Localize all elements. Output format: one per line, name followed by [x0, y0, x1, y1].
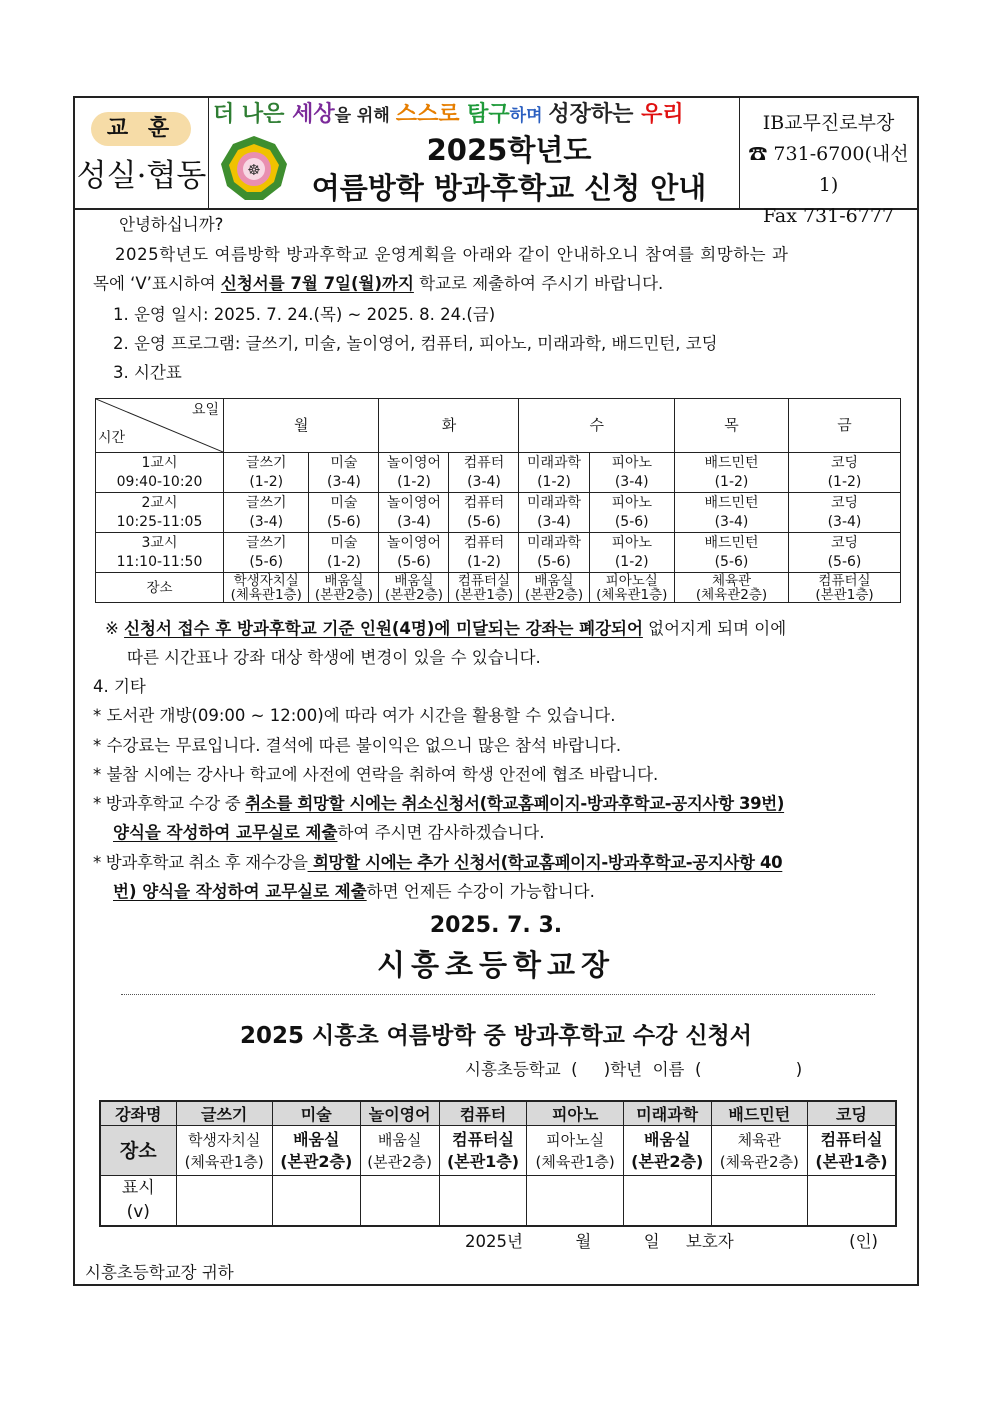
- application-form: [99, 1100, 897, 1227]
- timetable-row: [96, 533, 901, 573]
- class-grade: (3-4): [714, 513, 749, 530]
- class-grade: (5-6): [614, 513, 649, 530]
- class-name: 코딩: [830, 494, 859, 511]
- class-cell: [224, 453, 309, 493]
- class-name: 미래과학: [526, 534, 582, 551]
- form-place-name: 배움실: [293, 1129, 340, 1149]
- greeting: 안녕하십니까?: [119, 215, 224, 234]
- place-name: 학생자치실: [233, 572, 299, 589]
- form-course: 미술: [272, 1101, 360, 1126]
- form-place-building: (체육관1층): [535, 1152, 615, 1171]
- form-place-building: (본관2층): [631, 1151, 704, 1171]
- guardian-sign-line[interactable]: 2025년 월 일 보호자 (인): [465, 1232, 878, 1251]
- form-mark-cell[interactable]: [807, 1176, 896, 1226]
- title-box: [209, 98, 739, 208]
- intro-line2: [93, 273, 663, 295]
- place-cell: [789, 573, 901, 603]
- signer: 시흥초등학교장: [376, 948, 616, 982]
- form-place: [623, 1126, 711, 1176]
- class-cell: [589, 533, 675, 573]
- class-cell: [449, 493, 519, 533]
- form-place-name: 컴퓨터실: [820, 1129, 883, 1149]
- class-cell: [589, 493, 675, 533]
- class-name: 코딩: [830, 534, 859, 551]
- issue-date: 2025. 7. 3.: [429, 913, 563, 938]
- form-mark-row: [100, 1176, 896, 1226]
- class-grade: (3-4): [614, 473, 649, 490]
- intro-line2-pre: 목에 ‘V’표시하여: [93, 274, 221, 293]
- timetable-place-row: [96, 573, 901, 603]
- class-grade: (5-6): [467, 513, 501, 530]
- slogan-part: 하며: [509, 106, 549, 126]
- form-place-name: 배움실: [644, 1129, 691, 1149]
- cut-line: [121, 994, 875, 995]
- class-cell: [589, 453, 675, 493]
- form-place: [807, 1126, 896, 1176]
- class-cell: [224, 533, 309, 573]
- class-cell: [675, 493, 789, 533]
- class-grade: (3-4): [827, 513, 862, 530]
- class-name: 놀이영어: [386, 454, 442, 471]
- form-course: 코딩: [807, 1101, 896, 1126]
- day-header: 화: [379, 399, 519, 453]
- etc-bullet-cancel-l2: [113, 822, 544, 844]
- timetable-row: [96, 453, 901, 493]
- period-cell: [96, 453, 224, 493]
- notice-bold: 신청서 접수 후 방과후학교 기준 인원(4명)에 미달되는 강좌는 폐강되어: [124, 619, 643, 638]
- class-cell: [309, 533, 379, 573]
- class-name: 미래과학: [526, 454, 582, 471]
- mark-sub-label: (v): [126, 1202, 150, 1223]
- class-grade: (1-2): [467, 553, 501, 570]
- class-grade: (5-6): [537, 553, 571, 570]
- class-cell: [789, 493, 901, 533]
- item-schedule: 1. 운영 일시: 2025. 7. 24.(목) ~ 2025. 8. 24.(금): [113, 305, 496, 324]
- timetable-header-row: [96, 399, 901, 453]
- place-cell: [309, 573, 379, 603]
- class-cell: [224, 493, 309, 533]
- form-course: 놀이영어: [360, 1101, 439, 1126]
- student-info-line[interactable]: 시흥초등학교 ( )학년 이름 ( ): [465, 1060, 803, 1079]
- place-name: 피아노실: [605, 572, 658, 589]
- period-label: 2교시: [141, 494, 178, 511]
- contact-phone: ☎ 731-6700(내선1): [748, 143, 909, 196]
- cancel-pre: * 방과후학교 수강 중: [93, 794, 246, 813]
- contact-dept: IB교무진로부장: [762, 112, 895, 134]
- class-grade: (5-6): [249, 553, 284, 570]
- period-time: 09:40-10:20: [116, 473, 203, 490]
- class-grade: (3-4): [397, 513, 431, 530]
- class-name: 컴퓨터: [463, 534, 505, 551]
- class-name: 컴퓨터: [463, 494, 505, 511]
- reapply-l2-bold: 번) 양식을 작성하여 교무실로 제출: [113, 882, 367, 901]
- class-cell: [309, 453, 379, 493]
- form-mark-cell[interactable]: [176, 1176, 272, 1226]
- place-name: 컴퓨터실: [457, 572, 511, 589]
- form-course-row: [100, 1101, 896, 1126]
- course-row-label: 강좌명: [100, 1101, 176, 1126]
- timetable-row: [96, 493, 901, 533]
- place-building: (본관2층): [384, 586, 444, 603]
- class-grade: (5-6): [714, 553, 749, 570]
- form-place-building: (본관2층): [280, 1151, 353, 1171]
- place-building: (체육관2층): [695, 586, 768, 603]
- etc-bullet-reapply: [93, 852, 782, 874]
- class-grade: (5-6): [397, 553, 431, 570]
- form-place-name: 학생자치실: [187, 1130, 261, 1149]
- place-building: (본관2층): [314, 586, 374, 603]
- contact-fax: Fax 731-6777: [762, 205, 894, 227]
- place-label: 장소: [96, 573, 224, 603]
- notice-line2: 따른 시간표나 강좌 대상 학생에 변경이 있을 수 있습니다.: [127, 648, 541, 667]
- corner-day-label: 요일: [191, 402, 219, 418]
- class-grade: (1-2): [249, 473, 284, 490]
- form-course: 배드민턴: [711, 1101, 807, 1126]
- class-name: 미래과학: [526, 494, 582, 511]
- class-name: 코딩: [830, 454, 859, 471]
- class-cell: [379, 493, 449, 533]
- cancel-l2-bold: 양식을 작성하여 교무실로 제출: [113, 823, 338, 842]
- place-cell: [379, 573, 449, 603]
- form-course: 컴퓨터: [439, 1101, 527, 1126]
- period-cell: [96, 533, 224, 573]
- place-name: 체육관: [711, 572, 752, 589]
- school-emblem-icon: [217, 134, 291, 204]
- place-name: 배움실: [324, 572, 364, 589]
- class-grade: (3-4): [327, 473, 361, 490]
- class-name: 미술: [330, 494, 358, 511]
- place-building: (본관1층): [454, 586, 514, 603]
- place-building: (본관1층): [815, 586, 874, 603]
- form-place-row: [100, 1126, 896, 1176]
- slogan-part: 더 나은: [213, 102, 293, 127]
- place-building: (본관2층): [524, 586, 584, 603]
- form-course: 피아노: [527, 1101, 623, 1126]
- class-grade: (1-2): [327, 553, 361, 570]
- document-frame: [73, 96, 919, 1286]
- day-header: 월: [224, 399, 379, 453]
- form-course: 글쓰기: [176, 1101, 272, 1126]
- place-cell: [589, 573, 675, 603]
- class-cell: [675, 533, 789, 573]
- place-row-label: 장소: [100, 1126, 176, 1176]
- class-grade: (1-2): [614, 553, 649, 570]
- class-grade: (1-2): [537, 473, 571, 490]
- form-place-building: (체육관1층): [184, 1152, 264, 1171]
- class-cell: [519, 453, 589, 493]
- class-name: 피아노: [611, 454, 653, 471]
- school-slogan: [213, 100, 737, 131]
- form-course: 미래과학: [623, 1101, 711, 1126]
- day-header: 수: [519, 399, 675, 453]
- class-cell: [449, 453, 519, 493]
- form-place-building: (본관2층): [367, 1152, 432, 1171]
- slogan-part: 세상: [292, 102, 335, 127]
- slogan-part: 스스로: [395, 102, 468, 127]
- place-cell: [449, 573, 519, 603]
- slogan-part: 탐구: [467, 102, 510, 127]
- class-name: 놀이영어: [386, 494, 442, 511]
- class-cell: [519, 493, 589, 533]
- class-name: 글쓰기: [245, 494, 287, 511]
- class-cell: [519, 533, 589, 573]
- class-cell: [675, 453, 789, 493]
- etc-title: 4. 기타: [93, 677, 146, 696]
- addressee: 시흥초등학교장 귀하: [85, 1263, 234, 1282]
- mark-row-label: [100, 1176, 176, 1226]
- mark-label: 표시: [121, 1178, 155, 1199]
- item-timetable: 3. 시간표: [113, 363, 182, 382]
- notice-rest: 없어지게 되며 이에: [642, 619, 787, 638]
- class-grade: (1-2): [827, 473, 862, 490]
- class-name: 미술: [330, 454, 358, 471]
- form-place-building: (본관1층): [446, 1151, 520, 1171]
- place-cell: [224, 573, 309, 603]
- reapply-bold: 희망할 시에는 추가 신청서(학교홈페이지-방과후학교-공지사항 40: [307, 853, 783, 872]
- class-grade: (5-6): [827, 553, 862, 570]
- class-grade: (3-4): [249, 513, 284, 530]
- class-cell: [789, 453, 901, 493]
- contact-box: [739, 98, 917, 227]
- motto-badge: 교 훈: [91, 112, 191, 146]
- etc-bullet-cancel: [93, 793, 784, 815]
- notice-mark: ※: [105, 619, 125, 638]
- form-mark-cell[interactable]: [623, 1176, 711, 1226]
- class-name: 컴퓨터: [463, 454, 505, 471]
- reapply-pre: * 방과후학교 취소 후 재수강을: [93, 853, 308, 872]
- etc-bullet-absence: * 불참 시에는 강사나 학교에 사전에 연락을 취하여 학생 안전에 협조 바랍니다.: [93, 765, 659, 784]
- timetable-corner: [96, 399, 224, 453]
- class-name: 글쓰기: [245, 534, 287, 551]
- period-time: 10:25-11:05: [116, 513, 203, 530]
- etc-bullet-library: * 도서관 개방(09:00 ~ 12:00)에 따라 여가 시간을 활용할 수 있습니다.: [93, 706, 616, 725]
- cancel-bold: 취소를 희망할 시에는 취소신청서(학교홈페이지-방과후학교-공지사항 39번): [245, 794, 785, 813]
- class-grade: (3-4): [537, 513, 571, 530]
- etc-bullet-reapply-l2: [113, 881, 595, 903]
- form-mark-cell[interactable]: [360, 1176, 439, 1226]
- form-place-name: 배움실: [377, 1130, 422, 1149]
- svg-text:☸: ☸: [247, 161, 261, 179]
- period-time: 11:10-11:50: [116, 553, 203, 570]
- class-cell: [309, 493, 379, 533]
- place-name: 컴퓨터실: [818, 572, 871, 589]
- class-name: 미술: [330, 534, 358, 551]
- title-year: 2025학년도: [426, 133, 592, 167]
- class-name: 배드민턴: [704, 494, 759, 511]
- class-cell: [379, 533, 449, 573]
- page-title: 여름방학 방과후학교 신청 안내: [311, 171, 707, 205]
- form-place: [439, 1126, 527, 1176]
- period-cell: [96, 493, 224, 533]
- form-place-name: 피아노실: [546, 1130, 605, 1149]
- corner-time-label: 시간: [98, 430, 126, 446]
- form-place: [711, 1126, 807, 1176]
- deadline-text: 신청서를 7월 7일(월)까지: [220, 274, 414, 293]
- form-mark-cell[interactable]: [711, 1176, 807, 1226]
- place-building: (체육관1층): [596, 586, 668, 603]
- cancel-l2-post: 하여 주시면 감사하겠습니다.: [337, 823, 545, 842]
- intro-line2-post: 학교로 제출하여 주시기 바랍니다.: [413, 274, 664, 293]
- period-label: 1교시: [141, 454, 178, 471]
- reapply-l2-post: 하면 언제든 수강이 가능합니다.: [366, 882, 595, 901]
- class-cell: [789, 533, 901, 573]
- class-cell: [449, 533, 519, 573]
- form-mark-cell[interactable]: [439, 1176, 527, 1226]
- slogan-part: 성장하는: [548, 102, 642, 127]
- form-place-building: (체육관2층): [719, 1152, 799, 1171]
- class-cell: [379, 453, 449, 493]
- place-cell: [675, 573, 789, 603]
- class-name: 배드민턴: [704, 454, 759, 471]
- form-place-name: 체육관: [737, 1130, 782, 1149]
- class-grade: (3-4): [467, 473, 501, 490]
- form-place: [360, 1126, 439, 1176]
- class-grade: (5-6): [327, 513, 361, 530]
- class-name: 피아노: [611, 494, 653, 511]
- form-place: [272, 1126, 360, 1176]
- motto-box: [75, 98, 209, 208]
- form-place: [527, 1126, 623, 1176]
- item-programs: 2. 운영 프로그램: 글쓰기, 미술, 놀이영어, 컴퓨터, 피아노, 미래과학, 배드민턴, 코딩: [113, 334, 718, 353]
- class-grade: (1-2): [397, 473, 431, 490]
- slogan-part: 우리: [641, 102, 684, 127]
- place-building: (체육관1층): [230, 586, 302, 603]
- form-mark-cell[interactable]: [527, 1176, 623, 1226]
- day-header: 목: [675, 399, 789, 453]
- form-mark-cell[interactable]: [272, 1176, 360, 1226]
- class-name: 글쓰기: [245, 454, 287, 471]
- slogan-part: 을 위해: [334, 106, 396, 126]
- class-grade: (1-2): [714, 473, 749, 490]
- place-name: 배움실: [534, 572, 574, 589]
- form-place-building: (본관1층): [815, 1151, 888, 1171]
- class-name: 피아노: [611, 534, 653, 551]
- timetable: [95, 398, 901, 603]
- form-place-name: 컴퓨터실: [452, 1129, 514, 1149]
- period-label: 3교시: [141, 534, 178, 551]
- day-header: 금: [789, 399, 901, 453]
- place-name: 배움실: [394, 572, 434, 589]
- class-name: 놀이영어: [386, 534, 442, 551]
- etc-bullet-fee: * 수강료는 무료입니다. 결석에 따른 불이익은 없으니 많은 참석 바랍니다.: [93, 736, 622, 755]
- class-name: 배드민턴: [704, 534, 759, 551]
- motto-text: 성실·협동: [76, 158, 207, 194]
- form-title: 2025 시흥초 여름방학 중 방과후학교 수강 신청서: [240, 1023, 752, 1049]
- intro-line1: 2025학년도 여름방학 방과후학교 운영계획을 아래와 같이 안내하오니 참여를 희망하는 과: [115, 245, 789, 264]
- place-cell: [519, 573, 589, 603]
- closing-notice: [105, 618, 786, 640]
- form-place: [176, 1126, 272, 1176]
